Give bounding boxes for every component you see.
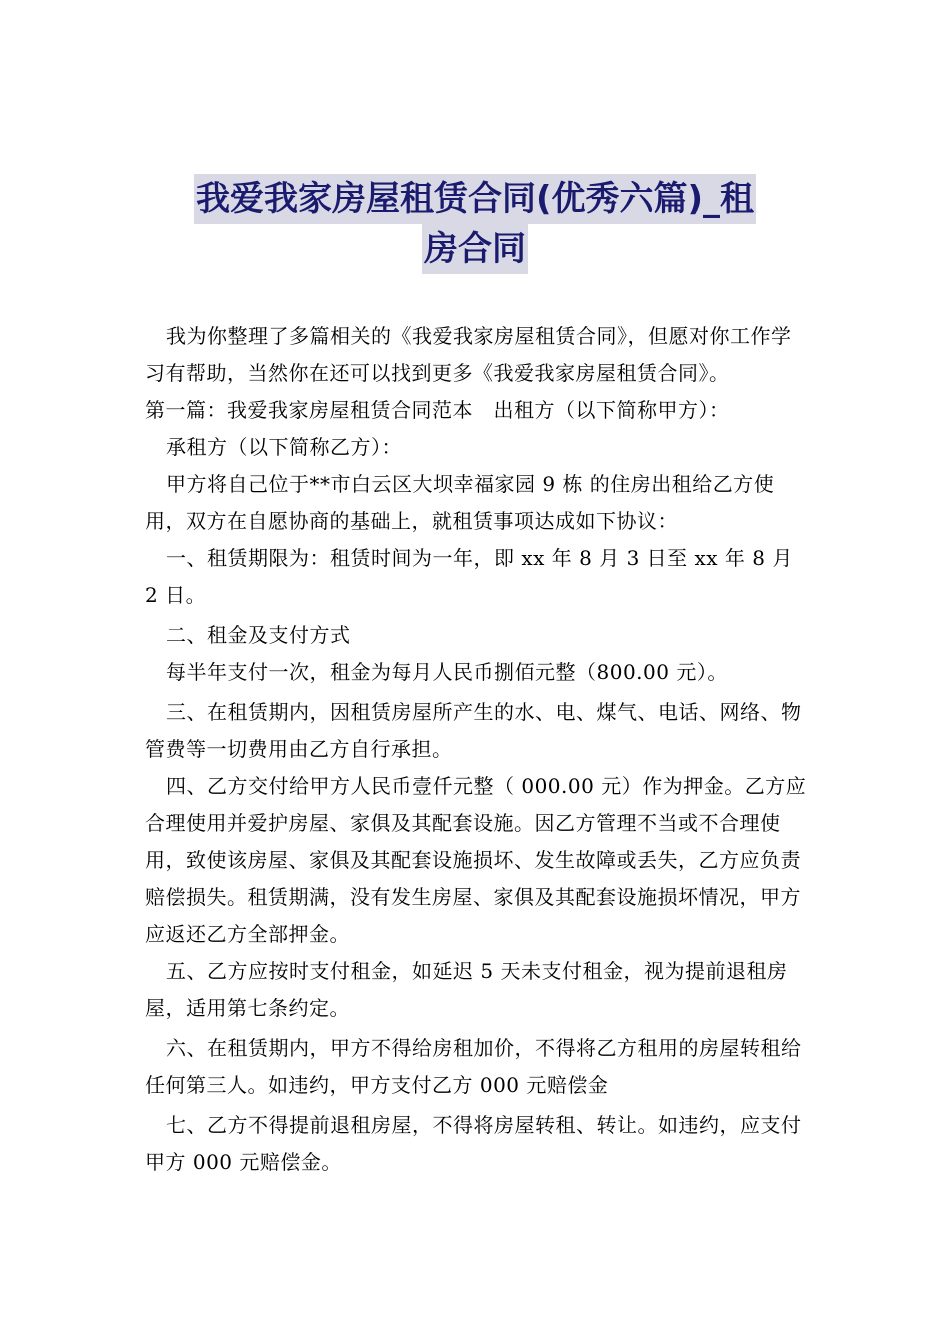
title-line-1: 我爱我家房屋租赁合同(优秀六篇)_租 (194, 174, 756, 224)
paragraph-clause-1: 一、租赁期限为：租赁时间为一年，即 xx 年 8 月 3 日至 xx 年 8 月 2 日。 (145, 546, 800, 607)
title-line-2: 房合同 (422, 224, 528, 274)
paragraph-clause-7: 七、乙方不得提前退租房屋，不得将房屋转租、转让。如违约，应支付甲方 000 元赔偿金。 (145, 1113, 802, 1174)
document-title (130, 174, 820, 274)
paragraph-clause-4: 四、乙方交付给甲方人民币壹仟元整（ 000.00 元）作为押金。乙方应合理使用并爱护房屋、家俱及其配套设施。因乙方管理不当或不合理使用，致使该房屋、家俱及其配套设施损坏、发生故障或丢失，乙方应负责赔偿损失。租赁期满，没有发生房屋、家俱及其配套设施损坏情况，甲方应返还乙方全部押金。 (145, 774, 807, 946)
paragraph-clause-5: 五、乙方应按时支付租金，如延迟 5 天未支付租金，视为提前退租房屋，适用第七条约定。 (145, 959, 788, 1020)
paragraph-premise: 甲方将自己位于**市白云区大坝幸福家园 9 栋 的住房出租给乙方使用，双方在自愿协商的基础上，就租赁事项达成如下协议： (145, 472, 775, 533)
paragraph-tenant: 承租方（以下简称乙方）： (166, 435, 402, 459)
paragraph-payment: 每半年支付一次，租金为每月人民币捌佰元整（800.00 元）。 (166, 660, 728, 684)
paragraph-clause-2: 二、租金及支付方式 (166, 623, 351, 647)
paragraph-section-heading: 第一篇：我爱我家房屋租赁合同范本 出租方（以下简称甲方）： (145, 398, 730, 422)
document-body (145, 318, 810, 1181)
paragraph-intro: 我为你整理了多篇相关的《我爱我家房屋租赁合同》，但愿对你工作学习有帮助，当然你在还可以找到更多《我爱我家房屋租赁合同》。 (145, 324, 792, 385)
paragraph-clause-3: 三、在租赁期内，因租赁房屋所产生的水、电、煤气、电话、网络、物管费等一切费用由乙方自行承担。 (145, 700, 802, 761)
paragraph-clause-6: 六、在租赁期内，甲方不得给房租加价，不得将乙方租用的房屋转租给任何第三人。如违约，甲方支付乙方 000 元赔偿金 (145, 1036, 802, 1097)
